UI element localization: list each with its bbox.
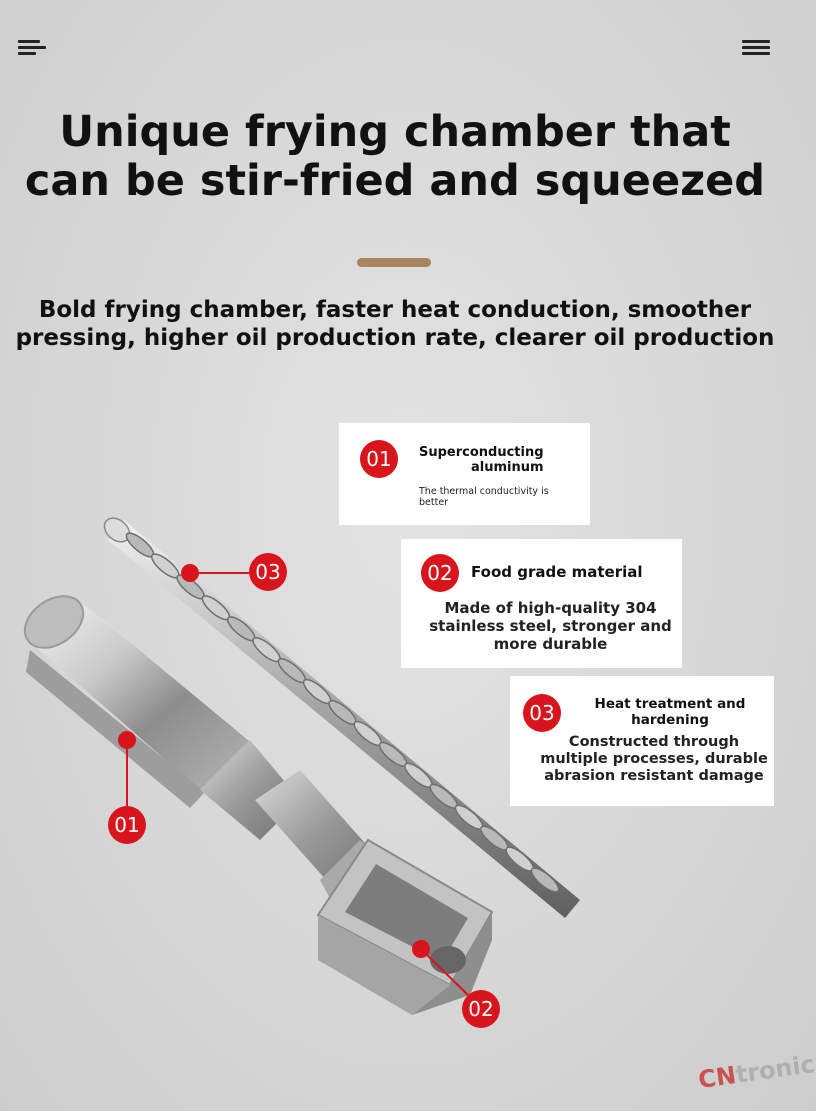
watermark-prefix: CN: [696, 1061, 738, 1095]
feature-heading-line: Superconducting: [419, 445, 544, 460]
feature-heading-line: hardening: [631, 712, 709, 728]
title-line: can be stir-fried and squeezed: [24, 156, 766, 206]
feature-card-3: [510, 676, 774, 806]
feature-body-line: The thermal conductivity is: [419, 486, 549, 497]
feature-badge: 02: [421, 554, 459, 592]
feature-badge: 03: [523, 694, 561, 732]
callout-badge-screw: 03: [249, 553, 287, 591]
feature-badge: 01: [360, 440, 398, 478]
subtitle-line: pressing, higher oil production rate, clearer oil production: [15, 325, 775, 351]
feature-body: [419, 486, 579, 508]
feature-card-1: [339, 423, 590, 525]
marker-dot: [118, 731, 136, 749]
feature-heading: [419, 445, 569, 475]
feature-heading: [570, 696, 770, 728]
feature-body-line: more durable: [493, 635, 608, 653]
feature-body-line: Made of high-quality 304: [444, 599, 657, 617]
marker-dot: [412, 940, 430, 958]
feature-body-line: better: [419, 497, 449, 508]
title-line: Unique frying chamber that: [59, 107, 731, 157]
callout-badge-chamber: 01: [108, 806, 146, 844]
feature-body-line: stainless steel, stronger and: [429, 617, 672, 635]
watermark-suffix: tronic: [733, 1049, 816, 1089]
feature-body: [534, 734, 774, 785]
callout-badge-end: 02: [462, 990, 500, 1028]
marker-dot: [181, 564, 199, 582]
feature-body-line: Constructed through: [568, 734, 740, 750]
subtitle-line: Bold frying chamber, faster heat conduction, smoother: [38, 297, 752, 323]
feature-body: [423, 599, 678, 653]
feature-body-line: multiple processes, durable: [540, 751, 768, 767]
feature-heading-line: Heat treatment and: [594, 696, 746, 712]
feature-card-2: [401, 539, 682, 668]
feature-heading: Food grade material: [471, 563, 643, 581]
feature-heading-line: aluminum: [471, 460, 544, 475]
feature-body-line: abrasion resistant damage: [544, 768, 764, 784]
